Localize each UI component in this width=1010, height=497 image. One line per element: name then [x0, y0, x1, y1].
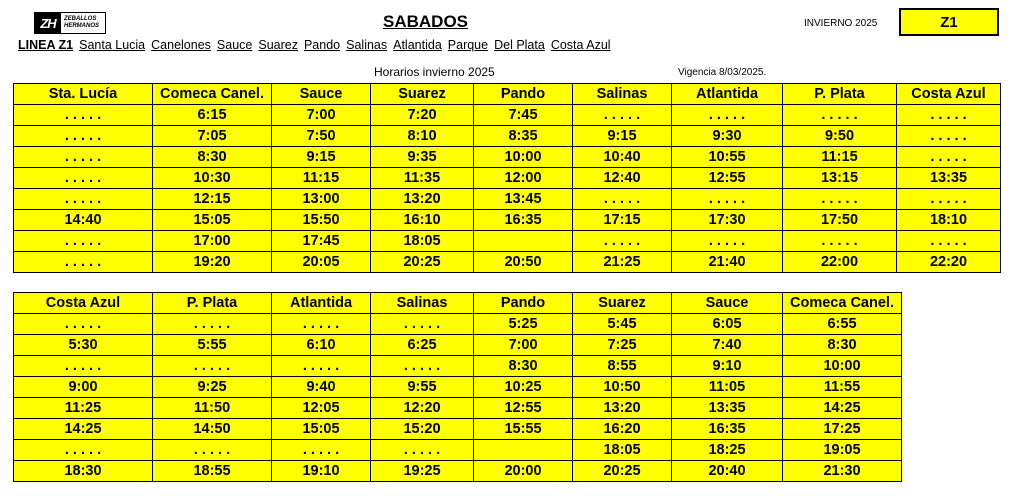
route-stop: Costa Azul: [550, 38, 611, 52]
time-cell: 10:40: [573, 147, 672, 168]
time-cell: 10:50: [573, 377, 672, 398]
time-cell: . . . . .: [783, 189, 897, 210]
time-cell: . . . . .: [897, 105, 1001, 126]
time-cell: 18:55: [153, 461, 272, 482]
table-row: [14, 210, 1001, 231]
column-header: Pando: [474, 84, 573, 105]
time-cell: 12:15: [153, 189, 272, 210]
column-header: Costa Azul: [897, 84, 1001, 105]
time-cell: 20:00: [474, 461, 573, 482]
time-cell: 13:00: [272, 189, 371, 210]
time-cell: 20:05: [272, 252, 371, 273]
time-cell: 21:40: [672, 252, 783, 273]
logo-mark: ZH: [35, 13, 61, 33]
time-cell: 17:50: [783, 210, 897, 231]
time-cell: 10:00: [474, 147, 573, 168]
time-cell: 8:10: [371, 126, 474, 147]
time-cell: 5:30: [14, 335, 153, 356]
time-cell: 10:30: [153, 168, 272, 189]
table-row: [14, 398, 902, 419]
time-cell: 22:00: [783, 252, 897, 273]
time-cell: . . . . .: [897, 126, 1001, 147]
time-cell: 16:35: [474, 210, 573, 231]
time-cell: 10:25: [474, 377, 573, 398]
time-cell: 22:20: [897, 252, 1001, 273]
time-cell: 18:10: [897, 210, 1001, 231]
time-cell: 11:55: [783, 377, 902, 398]
time-cell: 6:10: [272, 335, 371, 356]
table-header-row: [14, 84, 1001, 105]
line-code-badge: Z1: [899, 8, 999, 36]
route-stops: [79, 38, 616, 52]
time-cell: . . . . .: [783, 105, 897, 126]
logo-line-2: HERMANOS: [64, 23, 100, 29]
time-cell: 5:25: [474, 314, 573, 335]
time-cell: . . . . .: [14, 126, 153, 147]
time-cell: 12:55: [474, 398, 573, 419]
time-cell: [474, 231, 573, 252]
time-cell: 13:45: [474, 189, 573, 210]
time-cell: . . . . .: [153, 356, 272, 377]
time-cell: . . . . .: [14, 356, 153, 377]
hours-label: Horarios invierno 2025: [374, 65, 495, 79]
time-cell: . . . . .: [14, 231, 153, 252]
table-row: [14, 126, 1001, 147]
time-cell: 21:30: [783, 461, 902, 482]
time-cell: 12:55: [672, 168, 783, 189]
time-cell: . . . . .: [272, 440, 371, 461]
time-cell: . . . . .: [897, 147, 1001, 168]
route-stop: Salinas: [346, 38, 388, 52]
route-stop: Atlantida: [393, 38, 442, 52]
time-cell: . . . . .: [573, 231, 672, 252]
time-cell: 8:55: [573, 356, 672, 377]
time-cell: 10:00: [783, 356, 902, 377]
company-logo: [34, 12, 106, 34]
table-row: [14, 356, 902, 377]
column-header: Pando: [474, 293, 573, 314]
time-cell: . . . . .: [573, 189, 672, 210]
column-header: Atlantida: [272, 293, 371, 314]
time-cell: . . . . .: [14, 105, 153, 126]
time-cell: 7:40: [672, 335, 783, 356]
time-cell: 16:35: [672, 419, 783, 440]
table-row: [14, 105, 1001, 126]
time-cell: 14:40: [14, 210, 153, 231]
time-cell: . . . . .: [14, 252, 153, 273]
time-cell: 18:25: [672, 440, 783, 461]
time-cell: 20:25: [573, 461, 672, 482]
time-cell: 20:40: [672, 461, 783, 482]
time-cell: 20:50: [474, 252, 573, 273]
time-cell: 7:25: [573, 335, 672, 356]
time-cell: . . . . .: [14, 440, 153, 461]
time-cell: 18:30: [14, 461, 153, 482]
time-cell: 11:15: [783, 147, 897, 168]
time-cell: 9:35: [371, 147, 474, 168]
column-header: Suarez: [371, 84, 474, 105]
table-header-row: [14, 293, 902, 314]
time-cell: 14:25: [783, 398, 902, 419]
table-row: [14, 314, 902, 335]
logo-line-1: ZEBALLOS: [64, 16, 97, 22]
time-cell: . . . . .: [371, 440, 474, 461]
time-cell: 15:50: [272, 210, 371, 231]
time-cell: 11:25: [14, 398, 153, 419]
column-header: Sauce: [672, 293, 783, 314]
column-header: Sta. Lucía: [14, 84, 153, 105]
column-header: Comeca Canel.: [153, 84, 272, 105]
time-cell: 16:10: [371, 210, 474, 231]
time-cell: . . . . .: [897, 189, 1001, 210]
time-cell: 18:05: [573, 440, 672, 461]
table-row: [14, 147, 1001, 168]
time-cell: . . . . .: [672, 105, 783, 126]
time-cell: 20:25: [371, 252, 474, 273]
time-cell: 11:15: [272, 168, 371, 189]
time-cell: 18:05: [371, 231, 474, 252]
time-cell: . . . . .: [783, 231, 897, 252]
time-cell: . . . . .: [14, 314, 153, 335]
time-cell: 5:45: [573, 314, 672, 335]
time-cell: 11:35: [371, 168, 474, 189]
table-row: [14, 377, 902, 398]
time-cell: 19:10: [272, 461, 371, 482]
route-line-label: LINEA Z1: [18, 38, 74, 52]
column-header: Atlantida: [672, 84, 783, 105]
time-cell: 13:35: [897, 168, 1001, 189]
time-cell: . . . . .: [14, 189, 153, 210]
timetable-return: [13, 292, 902, 482]
page-title: SABADOS: [383, 12, 469, 31]
table-row: [14, 189, 1001, 210]
time-cell: . . . . .: [272, 314, 371, 335]
time-cell: 14:25: [14, 419, 153, 440]
time-cell: 12:20: [371, 398, 474, 419]
logo-text: [61, 16, 99, 30]
time-cell: 9:40: [272, 377, 371, 398]
time-cell: 7:00: [272, 105, 371, 126]
time-cell: 17:15: [573, 210, 672, 231]
time-cell: . . . . .: [272, 356, 371, 377]
season-label: INVIERNO 2025: [804, 18, 878, 29]
table-row: [14, 335, 902, 356]
time-cell: 11:05: [672, 377, 783, 398]
time-cell: 8:30: [474, 356, 573, 377]
time-cell: 6:15: [153, 105, 272, 126]
time-cell: 9:25: [153, 377, 272, 398]
route-stop: Canelones: [151, 38, 211, 52]
route-description: [18, 38, 617, 52]
time-cell: 7:45: [474, 105, 573, 126]
time-cell: . . . . .: [897, 231, 1001, 252]
time-cell: 12:05: [272, 398, 371, 419]
time-cell: 9:15: [573, 126, 672, 147]
route-stop: Santa Lucia: [79, 38, 146, 52]
time-cell: 13:20: [371, 189, 474, 210]
time-cell: 10:55: [672, 147, 783, 168]
time-cell: . . . . .: [672, 231, 783, 252]
time-cell: 19:20: [153, 252, 272, 273]
time-cell: 13:20: [573, 398, 672, 419]
time-cell: 8:35: [474, 126, 573, 147]
time-cell: 9:10: [672, 356, 783, 377]
time-cell: 19:05: [783, 440, 902, 461]
time-cell: . . . . .: [14, 147, 153, 168]
time-cell: . . . . .: [14, 168, 153, 189]
table-row: [14, 440, 902, 461]
time-cell: . . . . .: [153, 440, 272, 461]
time-cell: 17:30: [672, 210, 783, 231]
time-cell: 16:20: [573, 419, 672, 440]
time-cell: 9:55: [371, 377, 474, 398]
route-stop: Del Plata: [494, 38, 545, 52]
time-cell: 5:55: [153, 335, 272, 356]
time-cell: 7:00: [474, 335, 573, 356]
time-cell: 7:50: [272, 126, 371, 147]
time-cell: 9:15: [272, 147, 371, 168]
time-cell: 8:30: [783, 335, 902, 356]
time-cell: 12:40: [573, 168, 672, 189]
time-cell: 8:30: [153, 147, 272, 168]
time-cell: 15:05: [153, 210, 272, 231]
time-cell: . . . . .: [371, 314, 474, 335]
time-cell: 6:05: [672, 314, 783, 335]
time-cell: 15:20: [371, 419, 474, 440]
route-stop: Parque: [447, 38, 489, 52]
time-cell: 13:15: [783, 168, 897, 189]
route-stop: Pando: [303, 38, 341, 52]
table-row: [14, 168, 1001, 189]
time-cell: . . . . .: [153, 314, 272, 335]
validity-label: Vigencia 8/03/2025.: [678, 67, 767, 78]
column-header: Comeca Canel.: [783, 293, 902, 314]
time-cell: 9:00: [14, 377, 153, 398]
time-cell: 11:50: [153, 398, 272, 419]
time-cell: 6:25: [371, 335, 474, 356]
time-cell: [474, 440, 573, 461]
time-cell: . . . . .: [371, 356, 474, 377]
time-cell: . . . . .: [672, 189, 783, 210]
column-header: Suarez: [573, 293, 672, 314]
time-cell: . . . . .: [573, 105, 672, 126]
time-cell: 15:55: [474, 419, 573, 440]
route-stop: Suarez: [258, 38, 298, 52]
column-header: Salinas: [371, 293, 474, 314]
column-header: Sauce: [272, 84, 371, 105]
column-header: P. Plata: [783, 84, 897, 105]
time-cell: 17:45: [272, 231, 371, 252]
column-header: P. Plata: [153, 293, 272, 314]
time-cell: 6:55: [783, 314, 902, 335]
timetable-outbound: [13, 83, 1001, 273]
time-cell: 19:25: [371, 461, 474, 482]
route-stop: Sauce: [216, 38, 253, 52]
table-row: [14, 231, 1001, 252]
time-cell: 9:50: [783, 126, 897, 147]
time-cell: 13:35: [672, 398, 783, 419]
time-cell: 9:30: [672, 126, 783, 147]
time-cell: 15:05: [272, 419, 371, 440]
table-row: [14, 461, 902, 482]
time-cell: 14:50: [153, 419, 272, 440]
time-cell: 7:05: [153, 126, 272, 147]
column-header: Salinas: [573, 84, 672, 105]
time-cell: 12:00: [474, 168, 573, 189]
time-cell: 7:20: [371, 105, 474, 126]
time-cell: 21:25: [573, 252, 672, 273]
column-header: Costa Azul: [14, 293, 153, 314]
time-cell: 17:25: [783, 419, 902, 440]
time-cell: 17:00: [153, 231, 272, 252]
table-row: [14, 419, 902, 440]
table-row: [14, 252, 1001, 273]
